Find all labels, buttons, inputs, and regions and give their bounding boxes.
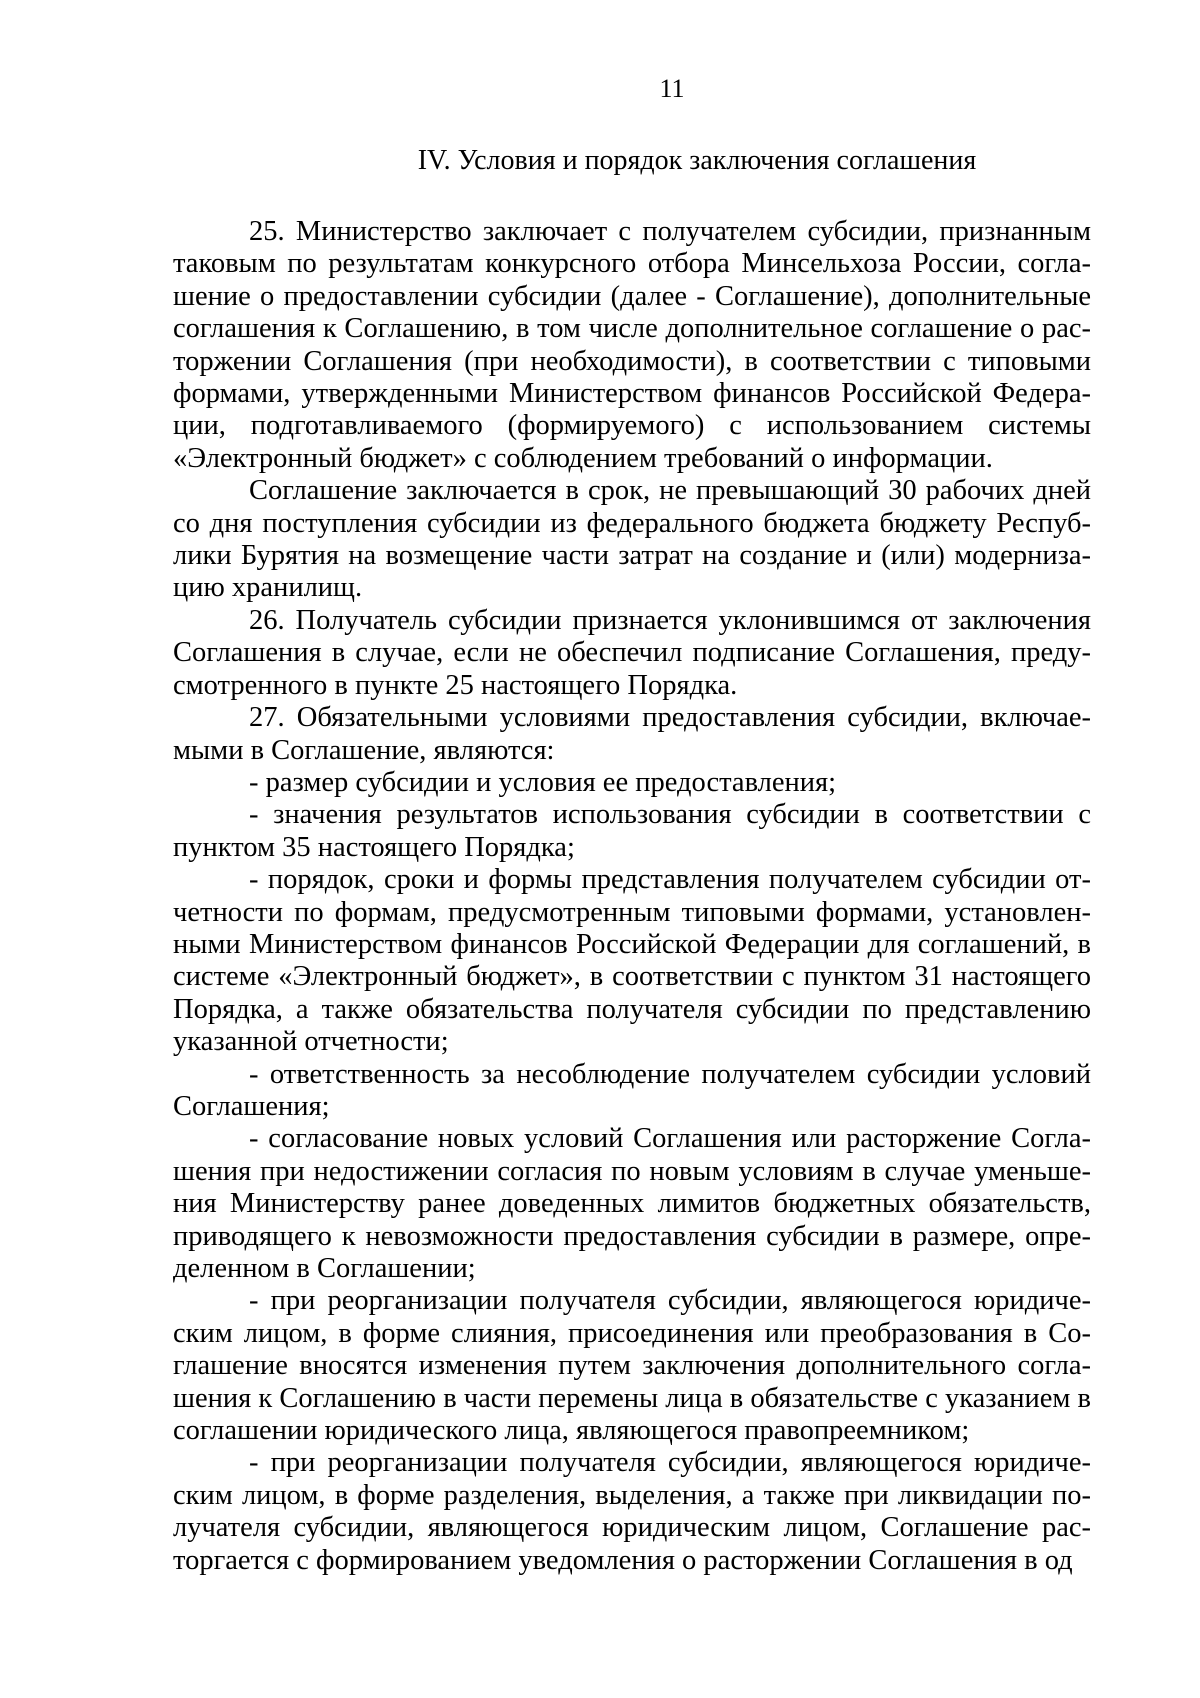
list-item: - при реорганизации получателя субсидии, являющегося юридическим лицом, в форме слияния, присоединения или преобразования в Соглашение вносятся изменения путем заключения дополнительного соглашения к Соглашению в части перемены лица в обязательстве с указанием в соглашении юридического лица, являющегося правопреемником; bbox=[173, 1285, 1091, 1447]
page-number: 11 bbox=[659, 74, 685, 103]
list-item: - ответственность за несоблюдение получателем субсидии условий Соглашения; bbox=[173, 1058, 1091, 1122]
section-heading: IV. Условия и порядок заключения соглашения bbox=[417, 145, 977, 176]
paragraph-26: 26. Получатель субсидии признается уклонившимся от заключения Соглашения в случае, если не обеспечил подписание Соглашения, предусмотренного в пункте 25 настоящего Порядка. bbox=[173, 604, 1091, 701]
paragraph-25: 25. Министерство заключает с получателем субсидии, признанным таковым по результатам конкурсного отбора Минсельхоза России, соглашение о предоставлении субсидии (далее - Соглашение), дополнительные соглашения к Соглашению, в том числе дополнительное соглашение о расторжении Соглашения (при необходимости), в соответствии с типовыми формами, утвержденными Министерством финансов Российской Федерации, подготавливаемого (формируемого) с использованием системы «Электронный бюджет» с соблюдением требований о информации. bbox=[173, 216, 1091, 474]
paragraph-agreement-term: Соглашение заключается в срок, не превышающий 30 рабочих дней со дня поступления субсидии из федерального бюджета бюджету Республики Бурятия на возмещение части затрат на создание и (или) модернизацию хранилищ. bbox=[173, 475, 1091, 604]
list-item: - при реорганизации получателя субсидии, являющегося юридическим лицом, в форме разделения, выделения, а также при ликвидации получателя субсидии, являющегося юридическим лицом, Соглашение расторгается с формированием уведомления о расторжении Соглашения в од bbox=[173, 1447, 1091, 1576]
list-item: - размер субсидии и условия ее предоставления; bbox=[249, 766, 837, 798]
list-item: - значения результатов использования субсидии в соответствии с пунктом 35 настоящего Порядка; bbox=[173, 799, 1091, 863]
list-item: - порядок, сроки и формы представления получателем субсидии отчетности по формам, предусмотренным типовыми формами, установленными Министерством финансов Российской Федерации для соглашений, в системе «Электронный бюджет», в соответствии с пунктом 31 настоящего Порядка, а также обязательства получателя субсидии по представлению указанной отчетности; bbox=[173, 864, 1091, 1058]
list-item: - согласование новых условий Соглашения или расторжение Соглашения при недостижении согласия по новым условиям в случае уменьшения Министерству ранее доведенных лимитов бюджетных обязательств, приводящего к невозможности предоставления субсидии в размере, определенном в Соглашении; bbox=[173, 1123, 1091, 1284]
paragraph-27: 27. Обязательными условиями предоставления субсидии, включаемыми в Соглашение, являются: bbox=[173, 702, 1091, 766]
body-text bbox=[173, 216, 1091, 1577]
